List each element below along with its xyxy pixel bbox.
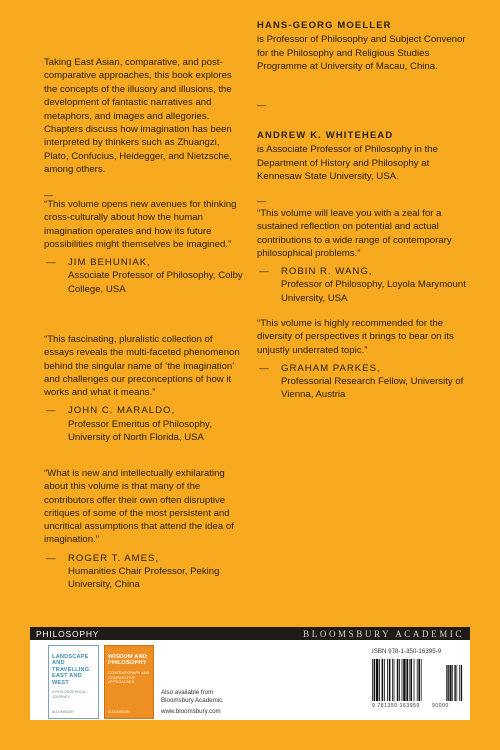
related-book-cover: [48, 645, 99, 719]
book-subtitle: CONTEMPORARY AND COMPARATIVE APPROACHES: [108, 670, 150, 685]
endorser-affiliation: Humanities Chair Professor, Peking University, China: [68, 566, 220, 591]
quote-text: “This volume will leave you with a zeal for a sustained reflection on potential and actual contributions to a wide range of contemporary philosophical problems.”: [257, 208, 452, 259]
barcode-icon: [372, 659, 464, 701]
editor-name: HANS-GEORG MOELLER: [257, 19, 392, 30]
publisher-logo: BLOOMSBURY ACADEMIC: [303, 628, 464, 639]
endorsement-quote: [44, 196, 244, 296]
attribution-dash: —: [46, 257, 56, 269]
book-subtitle: A PHILOSOPHICAL JOURNEY: [52, 690, 86, 699]
endorser-affiliation: Associate Professor of Philosophy, Colby College, USA: [68, 270, 243, 295]
attribution-dash: —: [259, 362, 269, 374]
endorsement-quote: [44, 465, 244, 592]
editor-bio-text: is Associate Professor of Philosophy in the Department of History and Philosophy at Kennesaw State University, USA.: [257, 144, 438, 183]
endorser-name: ROGER T. AMES,: [68, 552, 160, 564]
endorser-name: JOHN C. MARALDO,: [68, 405, 176, 417]
category-label: PHILOSOPHY: [36, 628, 100, 639]
endorser-name: GRAHAM PARKES,: [281, 362, 381, 374]
quote-text: “What is new and intellectually exhilarating about this volume is that many of the contributors offer their own often disruptive critiques of some of the most persistent and uncritical assumptions that attend the idea of imagination.”: [44, 468, 234, 546]
book-title: WISDOM AND PHILOSOPHY: [108, 654, 148, 667]
category-band: [30, 627, 470, 640]
publisher-url: www.bloomsbury.com: [161, 708, 221, 716]
attribution-dash: —: [46, 405, 56, 417]
attribution-dash: —: [46, 552, 56, 564]
endorser-affiliation: Professor Emeritus of Philosophy, University of North Florida, USA: [68, 418, 212, 444]
isbn-text: ISBN 978-1-350-16395-9: [372, 648, 442, 655]
quote-text: “This fascinating, pluralistic collection of essays reveals the multi-faceted phenomenon behind the singular name of ‘the imagination’ and challenges our preconceptions of how it works and what it means.”: [44, 334, 240, 399]
barcode-number: [372, 703, 449, 709]
endorsement-quote: [257, 315, 469, 402]
barcode-addon-digits: 90000: [431, 703, 449, 709]
editor-bio-1: [257, 18, 467, 74]
endorser-affiliation: Professor of Philosophy, Loyola Marymount University, USA: [281, 279, 466, 304]
endorser-name: JIM BEHUNIAK,: [68, 257, 151, 269]
separator-dash: —: [44, 190, 53, 200]
endorsement-quote: [257, 205, 469, 305]
separator-dash: —: [257, 100, 266, 110]
editor-bio-text: is Professor of Philosophy and Subject Convenor for the Philosophy and Religious Studies Programme at University of Macau, China.: [257, 34, 466, 73]
editor-bio-2: [257, 128, 467, 184]
barcode-digits: 9 781350 163959: [372, 703, 420, 709]
also-available-line: Bloomsbury Academic: [161, 697, 223, 705]
endorsement-quote: [44, 331, 244, 444]
book-footer: BLOOMSBURY: [108, 710, 131, 714]
quote-text: “This volume opens new avenues for thinking cross-culturally about how the human imagination operates and how its future possibilities might themselves be imagined.”: [44, 199, 237, 250]
separator-dash: —: [257, 196, 266, 206]
also-available-line: Also available from: [161, 689, 214, 696]
book-description: Taking East Asian, comparative, and post-comparative approaches, this book explores the concepts of the illusory and illusions, the development of fantastic narratives and metaphors, and images and allegories. Chapters discuss how imagination has been interpreted by thinkers such as Zhuangzi, Plato, Confucius, Heidegger, and Nietzsche, among others.: [44, 57, 232, 176]
endorser-affiliation: Professorial Research Fellow, University of Vienna, Austria: [281, 376, 464, 401]
also-available-text: [161, 689, 222, 717]
attribution-dash: —: [259, 266, 269, 278]
book-footer: BLOOMSBURY: [52, 710, 75, 714]
endorser-name: ROBIN R. WANG,: [281, 266, 373, 278]
book-title: LANDSCAPE AND TRAVELLING EAST AND WEST: [52, 654, 90, 686]
related-book-cover: [104, 645, 154, 719]
editor-name: ANDREW K. WHITEHEAD: [257, 129, 394, 140]
quote-text: “This volume is highly recommended for the diversity of perspectives it brings to bear on its unjustly underrated topic.”: [257, 318, 454, 356]
